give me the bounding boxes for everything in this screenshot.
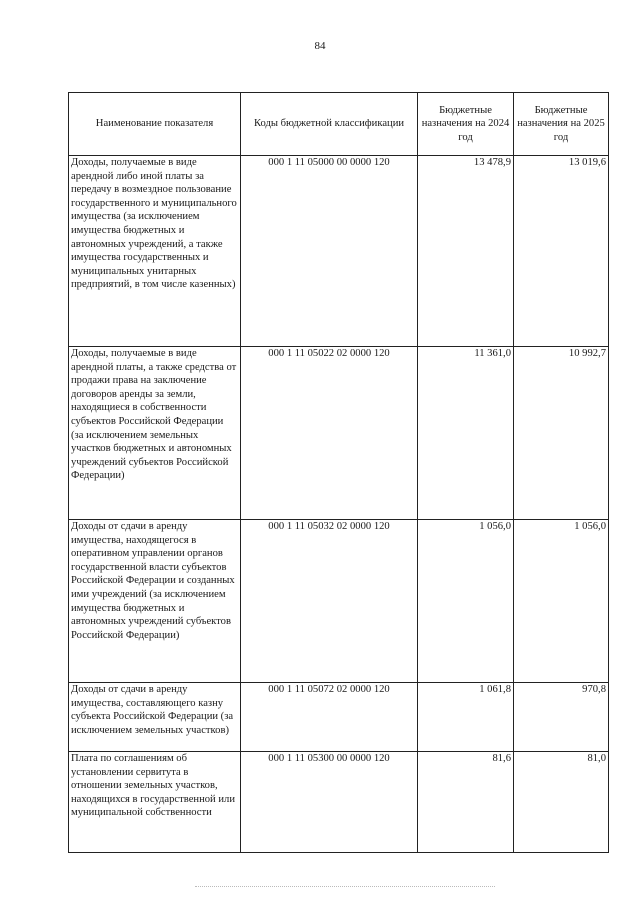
classification-code: 000 1 11 05032 02 0000 120 (241, 520, 418, 683)
classification-code: 000 1 11 05022 02 0000 120 (241, 347, 418, 520)
table-row (69, 347, 609, 520)
budget-table (68, 92, 609, 853)
classification-code: 000 1 11 05300 00 0000 120 (241, 752, 418, 853)
scan-artifact-divider (195, 886, 495, 888)
budget-2025-value: 1 056,0 (514, 520, 609, 683)
header-budget-2025: Бюджетные назначения на 2025 год (514, 93, 609, 156)
indicator-name: Доходы, получаемые в виде арендной либо иной платы за передачу в возмездное пользование государственного и муниципального имущества (за исключением имущества бюджетных и автономных учреждений, а также имущества государственных и муниципальных унитарных предприятий, в том числе казенных) (69, 156, 241, 347)
indicator-name: Доходы от сдачи в аренду имущества, составляющего казну субъекта Российской Федерации (за исключением земельных участков) (69, 683, 241, 752)
header-indicator-name: Наименование показателя (69, 93, 241, 156)
header-budget-2024: Бюджетные назначения на 2024 год (418, 93, 514, 156)
indicator-name: Доходы, получаемые в виде арендной платы, а также средства от продажи права на заключение договоров аренды за земли, находящиеся в собственности субъектов Российской Федерации (за исключением земельных участков бюджетных и автономных учреждений субъектов Российской Федерации) (69, 347, 241, 520)
budget-2024-value: 13 478,9 (418, 156, 514, 347)
budget-2024-value: 1 056,0 (418, 520, 514, 683)
table-header-row (69, 93, 609, 156)
budget-2024-value: 11 361,0 (418, 347, 514, 520)
page-number: 84 (314, 40, 326, 52)
classification-code: 000 1 11 05000 00 0000 120 (241, 156, 418, 347)
budget-2024-value: 81,6 (418, 752, 514, 853)
indicator-name: Доходы от сдачи в аренду имущества, находящегося в оперативном управлении органов государственной власти субъектов Российской Федерации и созданных ими учреждений (за исключением имущества бюджетных и автономных учреждений субъектов Российской Федерации) (69, 520, 241, 683)
budget-2025-value: 970,8 (514, 683, 609, 752)
indicator-name: Плата по соглашениям об установлении сервитута в отношении земельных участков, находящихся в государственной или муниципальной собственности (69, 752, 241, 853)
table-row (69, 156, 609, 347)
header-classification-codes: Коды бюджетной классификации (241, 93, 418, 156)
table-row (69, 520, 609, 683)
budget-2025-value: 81,0 (514, 752, 609, 853)
budget-2024-value: 1 061,8 (418, 683, 514, 752)
table-row (69, 752, 609, 853)
budget-2025-value: 10 992,7 (514, 347, 609, 520)
budget-2025-value: 13 019,6 (514, 156, 609, 347)
classification-code: 000 1 11 05072 02 0000 120 (241, 683, 418, 752)
table-row (69, 683, 609, 752)
